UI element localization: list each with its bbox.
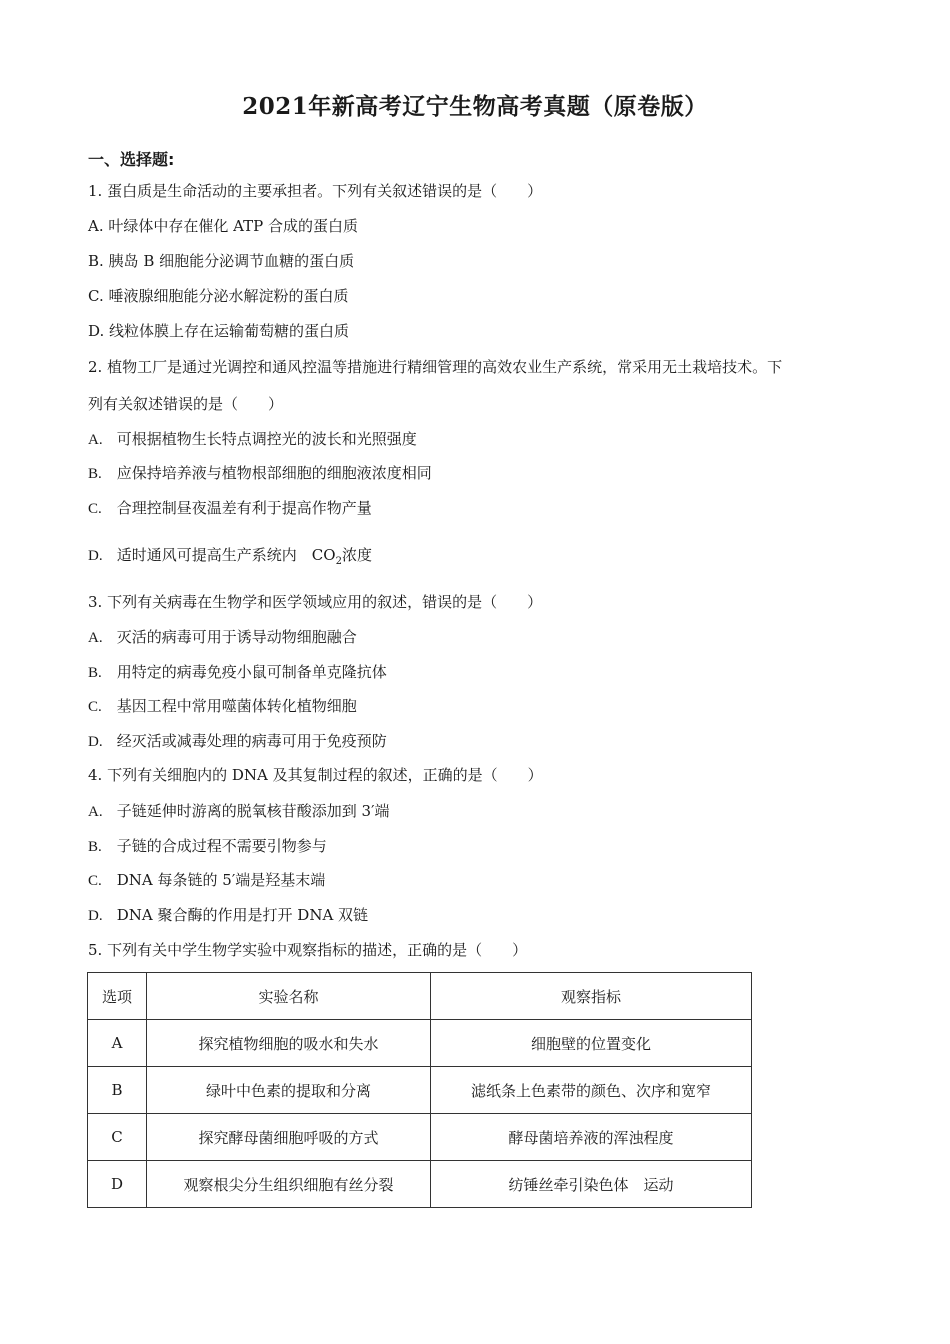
table-cell: A xyxy=(88,1020,147,1067)
table-cell: D xyxy=(88,1161,147,1208)
option-label: B. xyxy=(88,839,102,855)
option-text-tail: 浓度 xyxy=(341,546,372,564)
question-2-stem-line-1: 2. 植物工厂是通过光调控和通风控温等措施进行精细管理的高效农业生产系统，常采用无土栽培技术。下 xyxy=(88,358,783,376)
table-cell: B xyxy=(88,1067,147,1114)
option-label: A. xyxy=(88,432,103,448)
option-label: B. xyxy=(88,466,102,482)
option-text: 适时通风可提高生产系统内 CO xyxy=(116,546,336,564)
question-2-option-d xyxy=(88,545,372,572)
option-text: DNA 每条链的 5′端是羟基末端 xyxy=(116,871,326,889)
table-row xyxy=(88,1020,752,1067)
question-2-option-a xyxy=(88,429,417,450)
table-cell: 滤纸条上色素带的颜色、次序和宽窄 xyxy=(431,1067,752,1114)
table-cell: 探究酵母菌细胞呼吸的方式 xyxy=(147,1114,431,1161)
option-label: A. xyxy=(88,804,103,820)
option-text: 应保持培养液与植物根部细胞的细胞液浓度相同 xyxy=(116,464,432,482)
question-2-option-c xyxy=(88,498,372,519)
table-cell: 细胞壁的位置变化 xyxy=(431,1020,752,1067)
section-heading: 一、选择题: xyxy=(88,150,175,169)
option-label: C. xyxy=(88,699,102,715)
table-row xyxy=(88,1114,752,1161)
question-1-option-c: C. 唾液腺细胞能分泌水解淀粉的蛋白质 xyxy=(88,287,349,305)
table-cell: 酵母菌培养液的浑浊程度 xyxy=(431,1114,752,1161)
option-label: D. xyxy=(88,908,103,924)
question-3-option-b xyxy=(88,662,387,683)
table-header-row xyxy=(88,973,752,1020)
question-3-option-c xyxy=(88,696,357,717)
option-text: 灭活的病毒可用于诱导动物细胞融合 xyxy=(116,628,357,646)
page-title: 2021年新高考辽宁生物高考真题（原卷版） xyxy=(242,93,708,120)
table-cell: 绿叶中色素的提取和分离 xyxy=(147,1067,431,1114)
experiment-table xyxy=(87,972,752,1208)
table-cell: 探究植物细胞的吸水和失水 xyxy=(147,1020,431,1067)
option-label: C. xyxy=(88,873,102,889)
question-4-option-a xyxy=(88,801,390,822)
option-text: 可根据植物生长特点调控光的波长和光照强度 xyxy=(116,430,417,448)
question-1-option-d: D. 线粒体膜上存在运输葡萄糖的蛋白质 xyxy=(88,322,350,340)
option-text: 经灭活或减毒处理的病毒可用于免疫预防 xyxy=(116,732,387,750)
question-1-stem: 1. 蛋白质是生命活动的主要承担者。下列有关叙述错误的是（ ） xyxy=(88,182,543,200)
table-header-cell: 观察指标 xyxy=(431,973,752,1020)
question-5-stem: 5. 下列有关中学生物学实验中观察指标的描述，正确的是（ ） xyxy=(88,941,528,959)
table-cell: 观察根尖分生组织细胞有丝分裂 xyxy=(147,1161,431,1208)
table-cell: C xyxy=(88,1114,147,1161)
option-text: 子链的合成过程不需要引物参与 xyxy=(116,837,327,855)
option-text: 子链延伸时游离的脱氧核苷酸添加到 3′端 xyxy=(116,802,390,820)
question-3-stem: 3. 下列有关病毒在生物学和医学领域应用的叙述，错误的是（ ） xyxy=(88,593,543,611)
option-text: DNA 聚合酶的作用是打开 DNA 双链 xyxy=(116,906,369,924)
option-label: D. xyxy=(88,734,103,750)
option-text: 用特定的病毒免疫小鼠可制备单克隆抗体 xyxy=(116,663,387,681)
question-4-option-d xyxy=(88,905,368,926)
option-text: 基因工程中常用噬菌体转化植物细胞 xyxy=(116,697,357,715)
question-2-option-b xyxy=(88,463,432,484)
question-3-option-d xyxy=(88,731,387,752)
table-header-cell: 实验名称 xyxy=(147,973,431,1020)
question-3-option-a xyxy=(88,627,357,648)
table-cell: 纺锤丝牵引染色体 运动 xyxy=(431,1161,752,1208)
question-1-option-a: A. 叶绿体中存在催化 ATP 合成的蛋白质 xyxy=(88,217,359,235)
table-row xyxy=(88,1067,752,1114)
option-label: C. xyxy=(88,501,102,517)
question-4-stem: 4. 下列有关细胞内的 DNA 及其复制过程的叙述，正确的是（ ） xyxy=(88,766,543,784)
table-header-cell: 选项 xyxy=(88,973,147,1020)
option-label: B. xyxy=(88,665,102,681)
option-label: A. xyxy=(88,630,103,646)
question-4-option-c xyxy=(88,870,325,891)
option-text: 合理控制昼夜温差有利于提高作物产量 xyxy=(116,499,372,517)
option-label: D. xyxy=(88,548,103,564)
table-row xyxy=(88,1161,752,1208)
question-2-stem-line-2: 列有关叙述错误的是（ ） xyxy=(88,395,284,413)
question-4-option-b xyxy=(88,836,327,857)
subscript-2: 2 xyxy=(335,556,342,567)
question-1-option-b: B. 胰岛 B 细胞能分泌调节血糖的蛋白质 xyxy=(88,252,355,270)
